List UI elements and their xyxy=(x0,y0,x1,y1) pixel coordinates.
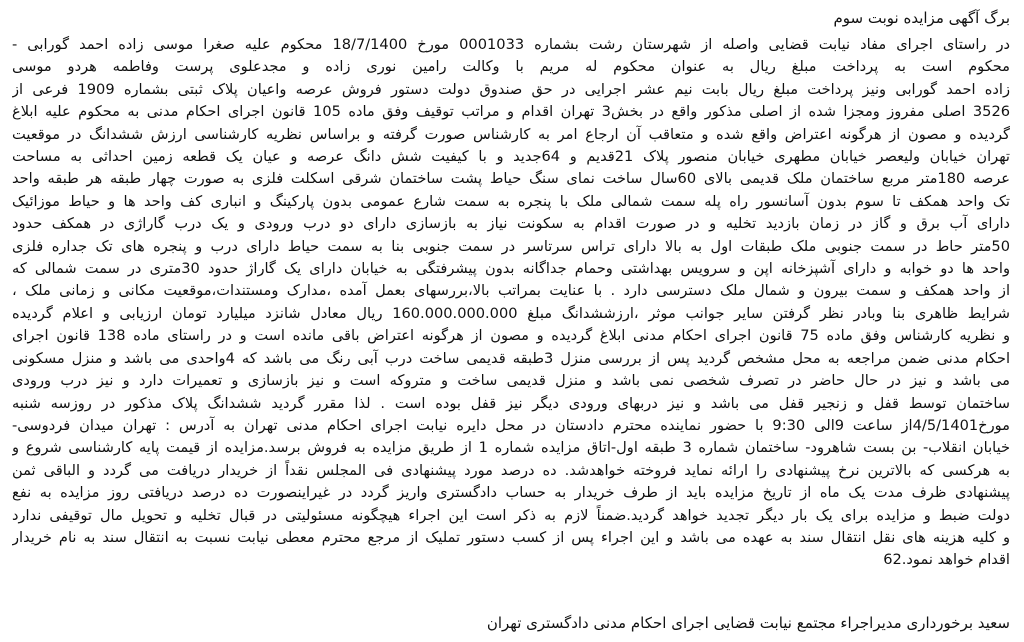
notice-line: تک واحد همکف تا سوم بدون آسانسور راه پله سمت شمالی ملک با پنجره به سمت شارع عمومی بدون پارکینگ و انباری کف واحد ها و حیاط موزائیک xyxy=(12,192,1010,210)
notice-line: ساختمان توسط قفل و زنجیر قفل می باشد و نیز دربهای ورودی دیگر نیز قفل بوده است . لذا مقرر گردید ششدانگ پلاک مذکور در روزسه شنبه xyxy=(12,394,1010,412)
notice-line: زاده احمد گورابی ونیز پرداخت مبلغ ریال بابت نیم عشر اجرایی در حق صندوق دولت دستور فروش عرصه واعیان پلاک ثبتی بشماره 1909 فرعی از xyxy=(12,80,1010,98)
notice-line: واحد ها دو خوابه و دارای آشپزخانه اپن و سرویس بهداشتی وحمام جداگانه بدون پیشرفتگی به خیابان دارای یک گاراژ حدود 30متری در سمت شمالی که xyxy=(12,260,1010,278)
notice-signature: سعید برخورداری مدیراجراء مجتمع نیابت قضایی اجرای احکام مدنی دادگستری تهران xyxy=(486,614,1010,632)
notice-line: محکوم است به پرداخت مبلغ ریال به عنوان محکوم له مریم با وکالت رامین نوری زاده و مجدعلوی پرست وفاطمه هردو موسی xyxy=(12,58,1010,76)
notice-heading: برگ آگهی مزایده نوبت سوم xyxy=(833,9,1010,27)
notice-line: و نظریه کارشناس وفق ماده 75 قانون اجرای احکام مدنی ابلاغ گردیده و مصون از هرگونه اعتراض باقی مانده است و در راستای ماده 138 قانون اجرای xyxy=(12,327,1010,345)
notice-line: شرایط ظاهری بنا وبادر نظر گرفتن سایر جوانب موثر ،ارزششدانگ مبلغ 160.000.000.000 ریال معادل شانزد میلیارد تومان ارزیابی و اعلام گردیده xyxy=(12,304,1010,322)
notice-line: عرصه 180متر مربع ساختمان ملک قدیمی بالای 60سال ساخت نمای سنگ حیاط پشت ساختمان شرقی اسکلت فلزی به صورت چهار طبقه هر طبقه واحد xyxy=(12,170,1010,188)
notice-line: 3526 اصلی مفروز ومجزا شده از اصلی مذکور واقع در بخش3 تهران اقدام و مراتب توقیف وفق ماده 105 قانون اجرای احکام مدنی به محکوم علیه ابلاغ xyxy=(12,103,1010,121)
notice-body xyxy=(12,34,1012,572)
notice-line: دارای آب برق و گاز در زمان بازدید تخلیه و در صورت اقدام به سکونت نیاز به بازسازی دارای دو درب ورودی و یک درب گاراژی در همکف حدود xyxy=(12,215,1010,233)
notice-line: به هرکسی که بالاترین نرخ پیشنهادی را ارائه نماید فروخته خواهدشد. ده درصد مورد پیشنهادی فی المجلس نقداً از خریدار دریافت می گردد و الباقی ثمن xyxy=(12,461,1010,479)
notice-line: دولت ضبط و مزایده برای یک بار دیگر تجدید خواهد گردید.ضمناً لازم به ذکر است این اجراء هیچگونه مسئولیتی در قبال تخلیه و تحویل مال توقیفی ندارد xyxy=(12,506,1010,524)
notice-line: تهران خیابان ولیعصر خیابان مطهری خیابان منصور پلاک 21قدیم و 64جدید و با کیفیت شش دانگ عرصه و عیان یک قطعه زمین احداثی به مساحت xyxy=(12,148,1010,166)
notice-line: در راستای اجرای مفاد نیابت قضایی واصله از شهرستان رشت بشماره 0001033 مورخ 18/7/1400 محکوم علیه صغرا موسی زاده احمد گورابی - xyxy=(12,36,1010,53)
notice-line: اقدام خواهد نمود.62 xyxy=(883,551,1010,569)
notice-line: پیشنهادی ظرف مدت یک ماه از تاریخ مزایده باید از طرف خریدار به حساب دادگستری واریز گردد در غیراینصورت ده درصد دریافتی روز مزایده به نفع xyxy=(12,484,1010,502)
notice-line: خیابان انقلاب- بن بست شاهرود- ساختمان شماره 3 طبقه اول-اتاق مزایده شماره 1 از طریق مزایده به فروش برسد.مزایده از قیمت پایه کارشناسی شروع و xyxy=(12,439,1010,457)
notice-line: می باشد و نیز در حال حاضر در تصرف شخصی نمی باشد و منزل قدیمی ساخت و متروکه است و نیز بازسازی و تعمیرات دارد و نیز درب ورودی xyxy=(12,372,1010,390)
notice-line: 50متر حاط در سمت جنوبی ملک طبقات اول به بالا دارای تراس سرتاسر در سمت جنوبی بنا به سمت حیاط دارای درب و پنجره های تک جداره فلزی xyxy=(12,237,1010,255)
notice-line: مورخ4/5/1401از ساعت 9الی 9:30 با حضور نماینده محترم دادستان در محل دایره نیابت اجرای احکام مدنی تهران به آدرس : تهران میدان فردوسی- xyxy=(12,416,1010,434)
notice-line: و کلیه هزینه های نقل انتقال سند به عهده می باشد و این اجراء پس از کسب دستور تملیک از مرجع محترم معطی نیابت نسبت به انتقال سند به نام خریدار xyxy=(12,528,1010,546)
notice-line: گردیده و مصون از هرگونه اعتراض واقع شده و متعاقب آن ارجاع امر به کارشناس صورت گرفته و براساس نظریه کارشناسی ارزش ششدانگ در موقعیت xyxy=(12,125,1010,143)
notice-line: از واحد همکف و سمت بیرون و شمال ملک دسترسی دارد . با عنایت بمراتب بالا،بررسهای بعمل آمده ،مدارک ومستندات،موقعیت مکانی و زمانی ملک ، xyxy=(12,282,1010,300)
notice-line: احکام مدنی ضمن مراجعه به محل مشخص گردید پس از بررسی منزل 3طبقه قدیمی ساخت درب آبی رنگ می باشد که 4واحدی می باشد و منزل مسکونی xyxy=(12,349,1010,367)
